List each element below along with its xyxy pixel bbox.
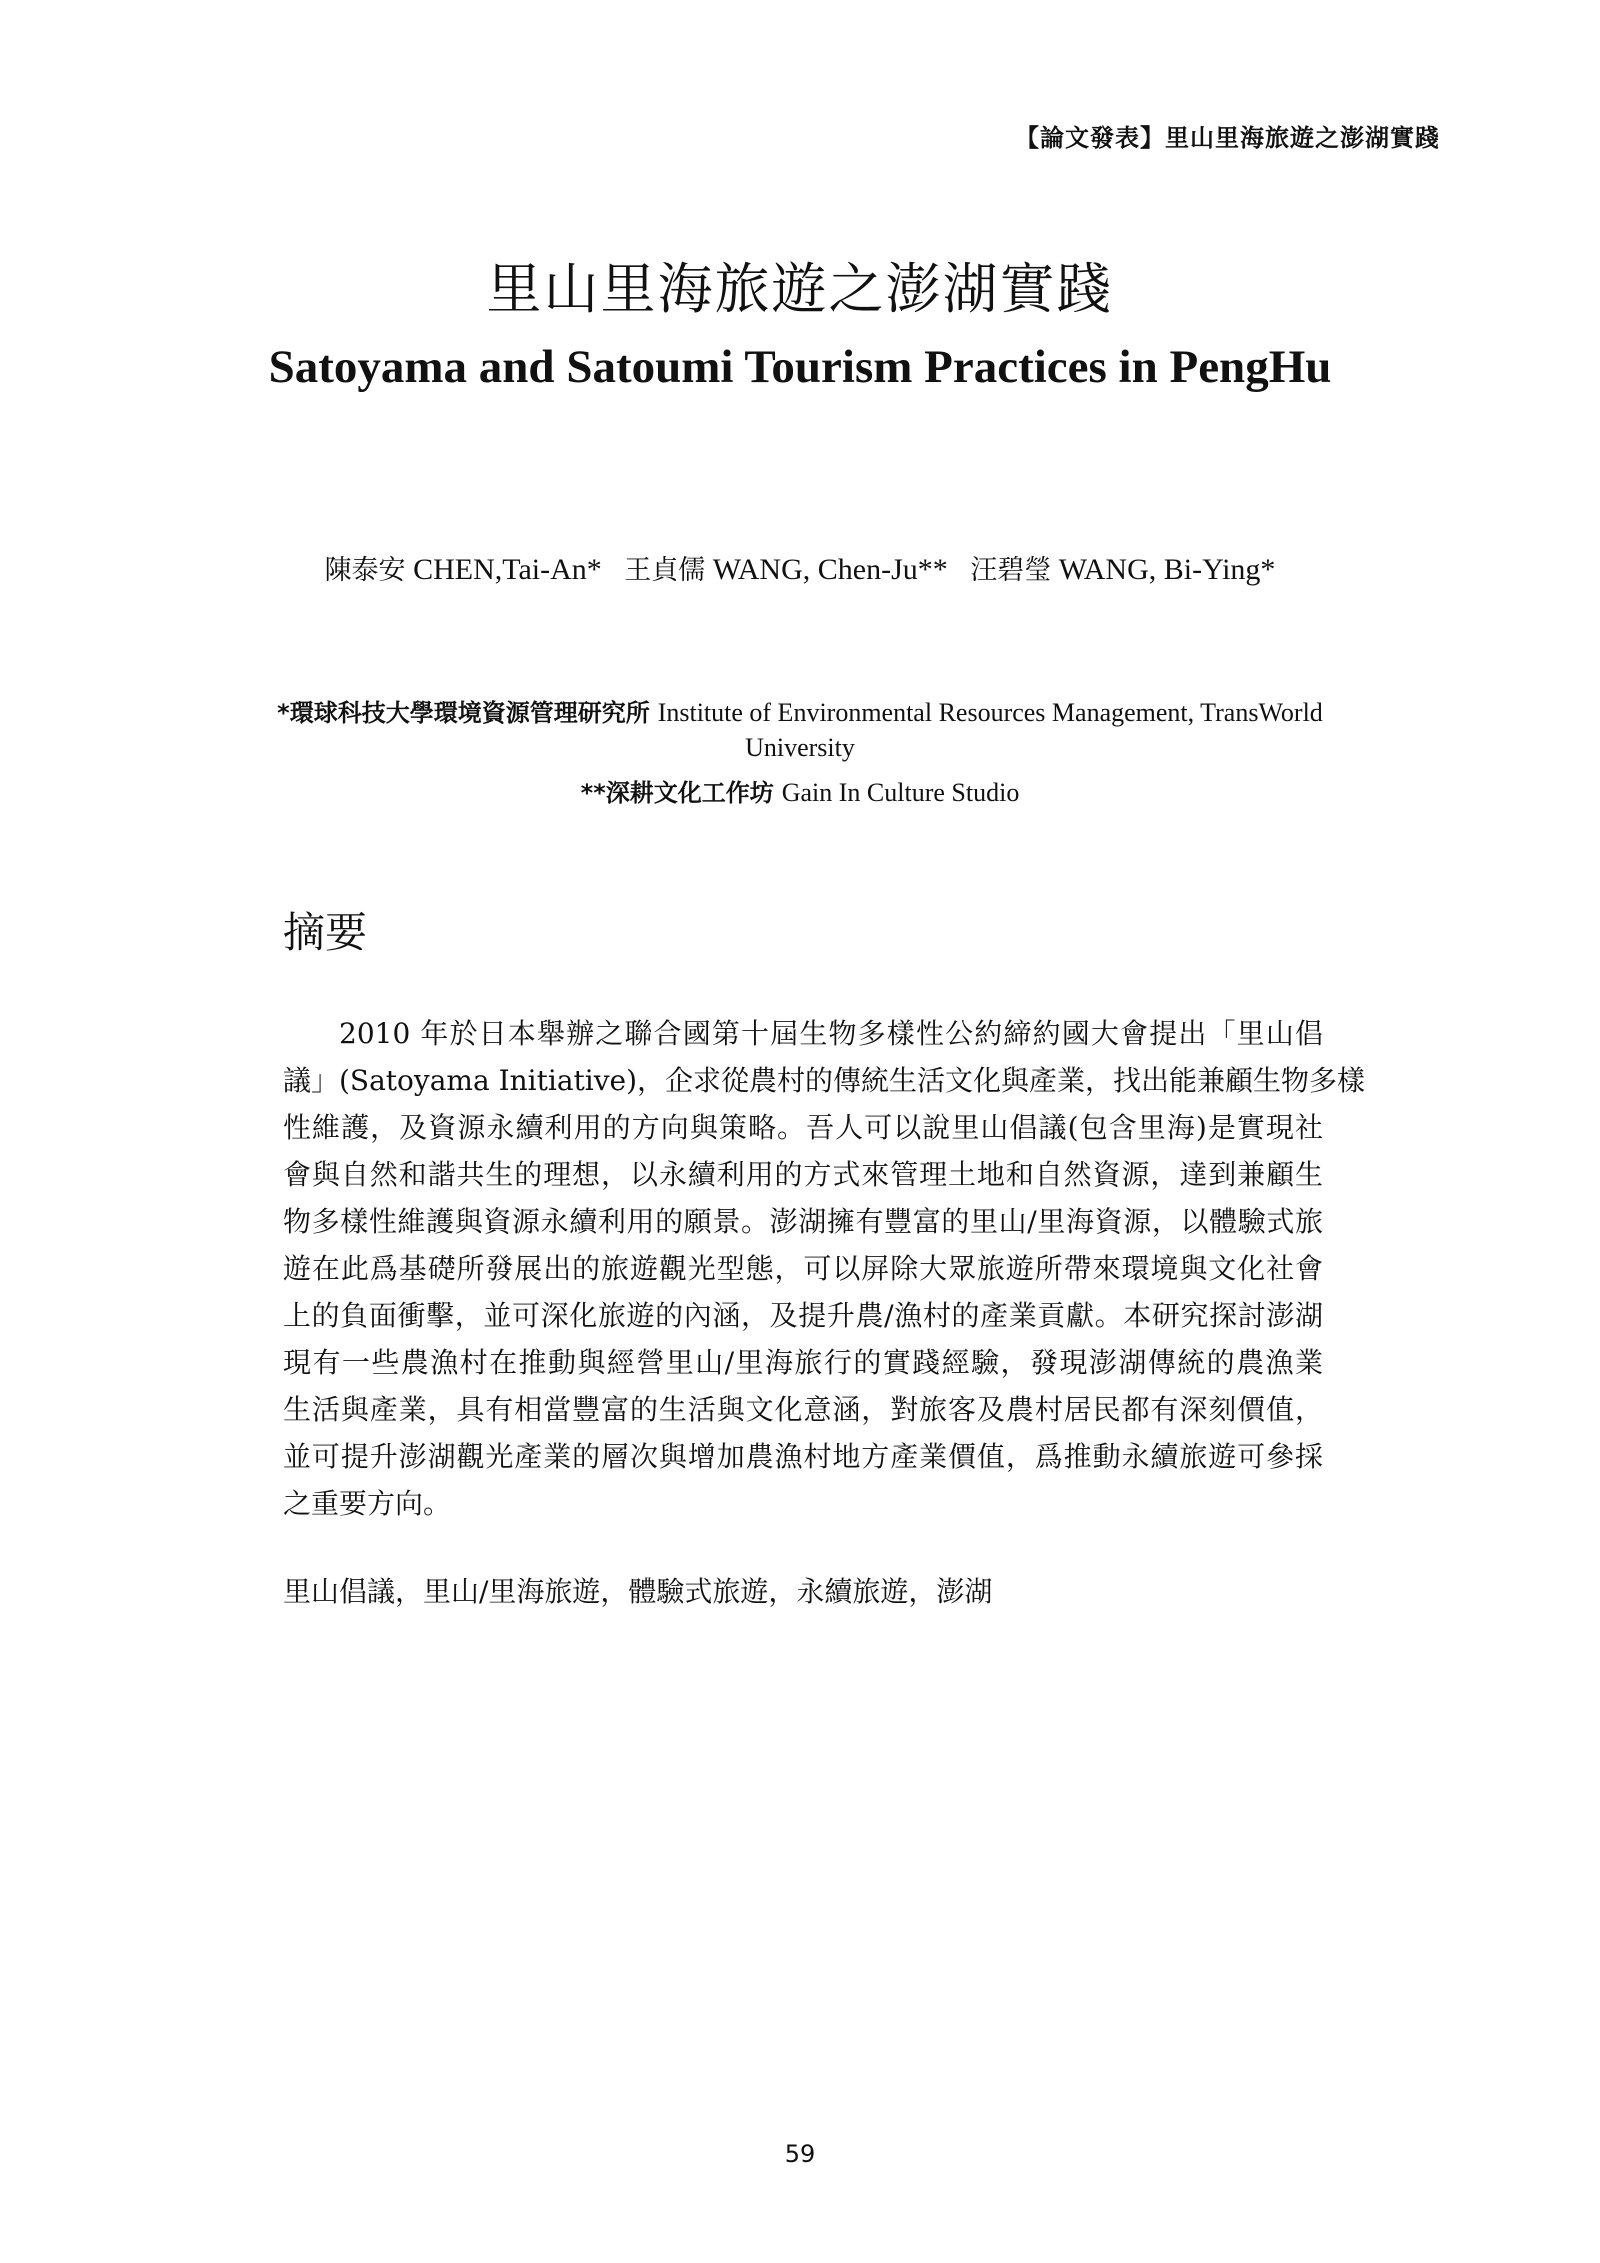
abstract-body: [283, 1010, 1366, 1527]
abstract-line: 現有一些農漁村在推動與經營里山/里海旅行的實踐經驗，發現澎湖傳統的農漁業: [283, 1346, 1323, 1379]
abstract-line: 物多樣性維護與資源永續利用的願景。澎湖擁有豐富的里山/里海資源，以體驗式旅: [283, 1205, 1323, 1238]
affiliation-1-continued: [0, 733, 1600, 763]
affiliation-2-zh: **深耕文化工作坊: [580, 779, 774, 807]
affiliation-2-en: Gain In Culture Studio: [781, 778, 1020, 807]
abstract-line: 遊在此爲基礎所發展出的旅遊觀光型態，可以屏除大眾旅遊所帶來環境與文化社會: [283, 1252, 1323, 1285]
author-1-name-en: CHEN,Tai-An*: [413, 553, 602, 586]
author-3-name-en: WANG, Bi-Ying*: [1058, 553, 1276, 586]
running-header: 【論文發表】里山里海旅遊之澎湖實踐: [1015, 124, 1440, 152]
abstract-line: 之重要方向。: [283, 1487, 452, 1520]
author-list: [0, 548, 1600, 587]
affiliation-1-en-line2: University: [745, 733, 855, 762]
author-2-name-en: WANG, Chen-Ju**: [712, 553, 948, 586]
abstract-line: 會與自然和諧共生的理想，以永續利用的方式來管理土地和自然資源，達到兼顧生: [283, 1158, 1323, 1191]
affiliation-1-en: Institute of Environmental Resources Management, TransWorld: [657, 698, 1323, 727]
abstract-heading: 摘要: [283, 908, 368, 957]
page-number: 59: [784, 2140, 816, 2168]
abstract-line: 生活與產業，具有相當豐富的生活與文化意涵，對旅客及農村居民都有深刻價值，: [283, 1393, 1323, 1426]
affiliation-1: [0, 693, 1600, 728]
abstract-line: 議」(Satoyama Initiative)，企求從農村的傳統生活文化與產業，找出能兼顧生物多樣: [283, 1064, 1366, 1097]
keywords: 里山倡議，里山/里海旅遊，體驗式旅遊，永續旅遊，澎湖: [283, 1575, 993, 1608]
author-2-name-zh: 王貞儒: [624, 555, 706, 586]
abstract-line: 2010 年於日本舉辦之聯合國第十屆生物多樣性公約締約國大會提出「里山倡: [339, 1017, 1323, 1050]
affiliation-1-zh: *環球科技大學環境資源管理研究所: [277, 699, 650, 727]
abstract-line: 性維護，及資源永續利用的方向與策略。吾人可以說里山倡議(包含里海)是實現社: [283, 1111, 1323, 1144]
title-chinese: 里山里海旅遊之澎湖實踐: [486, 257, 1114, 321]
affiliation-2: [0, 773, 1600, 808]
author-1-name-zh: 陳泰安: [324, 555, 406, 586]
author-3-name-zh: 汪碧瑩: [970, 555, 1052, 586]
abstract-line: 並可提升澎湖觀光產業的層次與增加農漁村地方產業價值，爲推動永續旅遊可參採: [283, 1440, 1323, 1473]
title-english: Satoyama and Satoumi Tourism Practices in PengHu: [268, 341, 1332, 393]
abstract-line: 上的負面衝擊，並可深化旅遊的內涵，及提升農/漁村的產業貢獻。本研究探討澎湖: [283, 1299, 1323, 1332]
